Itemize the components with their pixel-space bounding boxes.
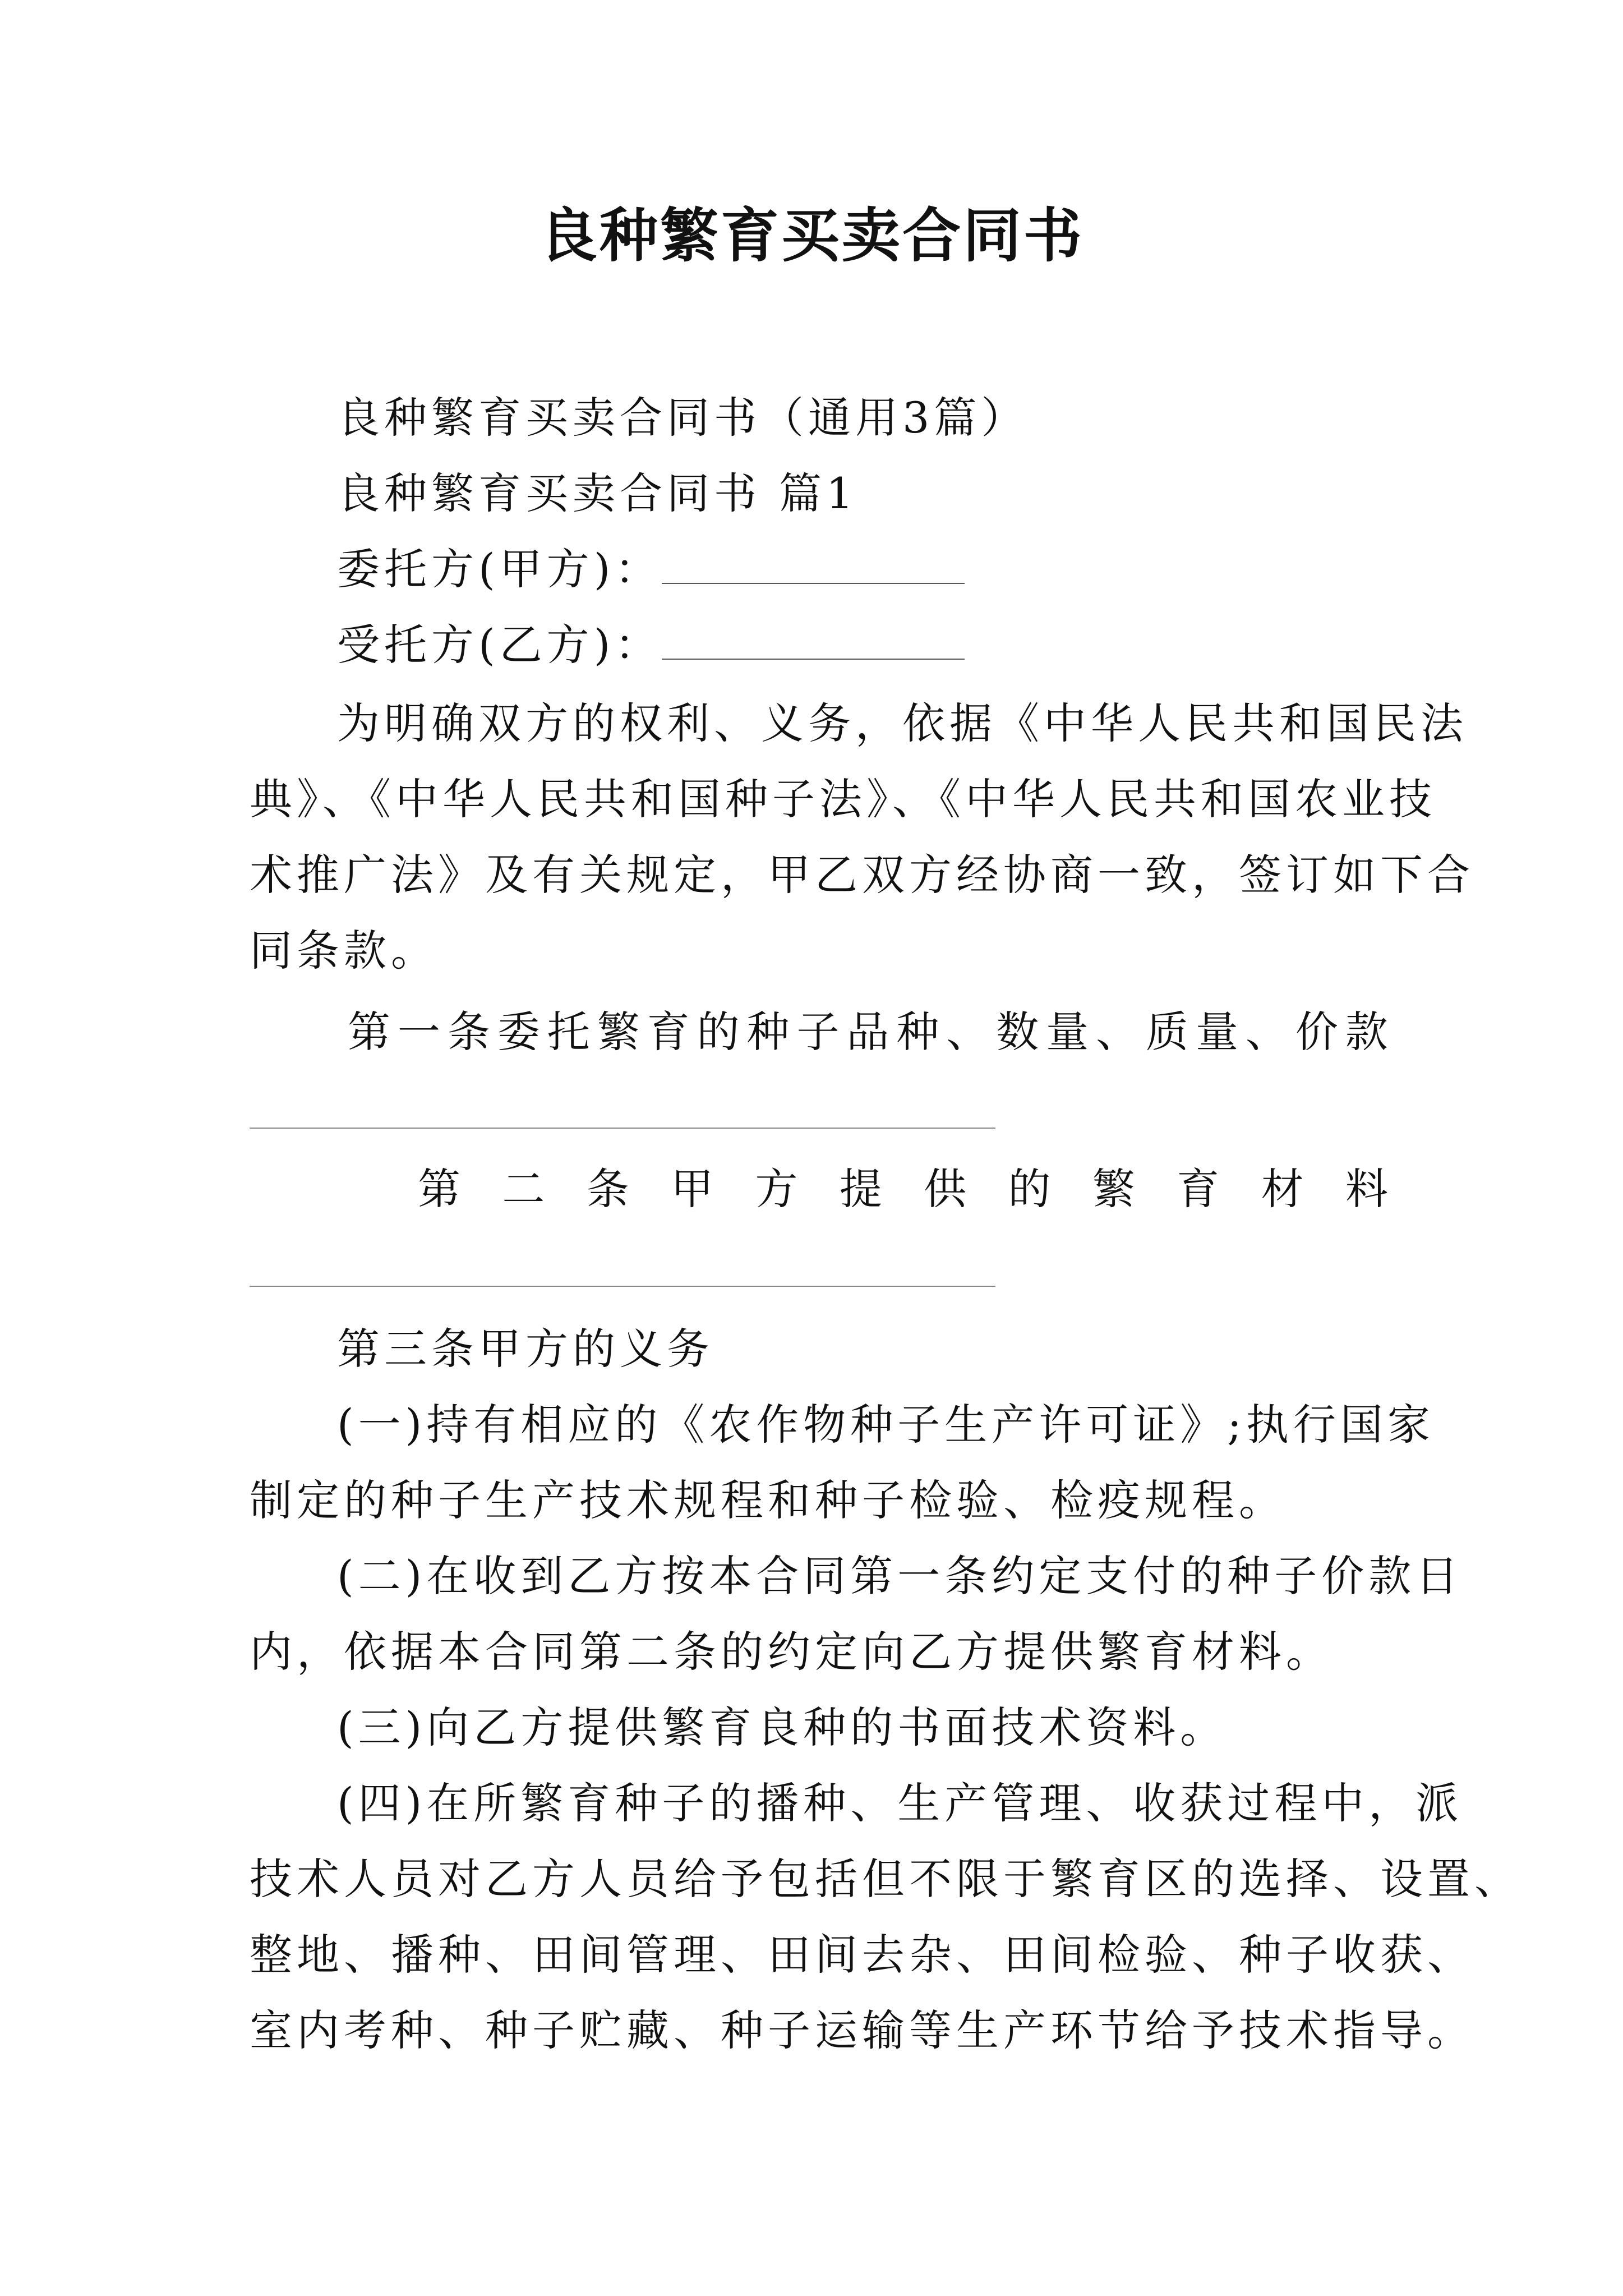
heading-char: 质	[1146, 1007, 1188, 1057]
clause-line: (四)在所繁育种子的播种、生产管理、收获过程中，派	[337, 1778, 1463, 1828]
heading-char: 第	[418, 1164, 460, 1214]
preamble-line: 为明确双方的权利、义务，依据《中华人民共和国民法	[337, 698, 1468, 748]
chapter-heading: 良种繁育买卖合同书 篇1	[337, 468, 858, 518]
heading-char: 育	[647, 1007, 690, 1057]
article-3-heading: 第三条甲方的义务	[337, 1324, 714, 1374]
party-b-label: 受托方(乙方)：	[337, 620, 662, 670]
clause-line: (三)向乙方提供繁育良种的书面技术资料。	[337, 1703, 1228, 1752]
party-b-blank[interactable]	[662, 619, 965, 660]
heading-char: 子	[796, 1007, 840, 1057]
heading-char: 二	[502, 1164, 545, 1214]
heading-char: 繁	[597, 1007, 640, 1057]
heading-char: 量	[1046, 1007, 1089, 1057]
heading-char: 的	[697, 1007, 740, 1057]
heading-char: 方	[755, 1164, 798, 1214]
clause-line: 制定的种子生产技术规程和种子检验、检疫规程。	[250, 1475, 1286, 1525]
preamble-line: 术推广法》及有关规定，甲乙双方经协商一致，签订如下合	[250, 850, 1474, 900]
heading-char: 价	[1295, 1007, 1338, 1057]
heading-char: 托	[547, 1007, 590, 1057]
heading-char: 、	[1245, 1007, 1288, 1057]
heading-char: 、	[1096, 1007, 1139, 1057]
subtitle-line: 良种繁育买卖合同书（通用3篇）	[337, 393, 1029, 443]
preamble-line: 同条款。	[250, 926, 438, 976]
article-1-fill-line	[250, 1128, 995, 1129]
clause-line: 技术人员对乙方人员给予包括但不限于繁育区的选择、设置、	[250, 1854, 1521, 1904]
heading-char: 条	[586, 1164, 629, 1214]
heading-char: 委	[497, 1007, 540, 1057]
article-2-fill-line	[250, 1286, 995, 1287]
clause-line: 整地、播种、田间管理、田间去杂、田间检验、种子收获、	[250, 1930, 1474, 1980]
clause-line: 内，依据本合同第二条的约定向乙方提供繁育材料。	[250, 1627, 1333, 1677]
heading-char: 供	[924, 1164, 967, 1214]
heading-char: 款	[1345, 1007, 1388, 1057]
heading-char: 、	[946, 1007, 989, 1057]
heading-char: 一	[397, 1007, 440, 1057]
heading-char: 的	[1008, 1164, 1051, 1214]
article-1-heading	[250, 1004, 1388, 1060]
preamble-line: 典》、《中华人民共和国种子法》、《中华人民共和国农业技	[250, 774, 1436, 824]
heading-char: 料	[1345, 1164, 1388, 1214]
heading-char: 种	[896, 1007, 939, 1057]
heading-char: 材	[1261, 1164, 1304, 1214]
heading-char: 育	[1177, 1164, 1220, 1214]
heading-char: 品	[846, 1007, 889, 1057]
heading-char: 种	[746, 1007, 790, 1057]
clause-line: (一)持有相应的《农作物种子生产许可证》;执行国家	[337, 1400, 1435, 1450]
party-a-line	[250, 541, 1388, 597]
heading-char: 繁	[1092, 1164, 1135, 1214]
heading-char: 量	[1195, 1007, 1238, 1057]
party-b-line	[250, 617, 1388, 673]
heading-char: 第	[348, 1007, 390, 1057]
heading-char: 提	[839, 1164, 882, 1214]
article-2-heading	[250, 1161, 1388, 1217]
clause-line: 室内考种、种子贮藏、种子运输等生产环节给予技术指导。	[250, 2005, 1474, 2055]
party-a-blank[interactable]	[662, 544, 965, 584]
party-a-label: 委托方(甲方)：	[337, 544, 662, 594]
heading-char: 甲	[671, 1164, 714, 1214]
document-title: 良种繁育买卖合同书	[538, 201, 1084, 270]
heading-char: 条	[447, 1007, 490, 1057]
heading-char: 数	[996, 1007, 1039, 1057]
clause-line: (二)在收到乙方按本合同第一条约定支付的种子价款日	[337, 1551, 1463, 1601]
